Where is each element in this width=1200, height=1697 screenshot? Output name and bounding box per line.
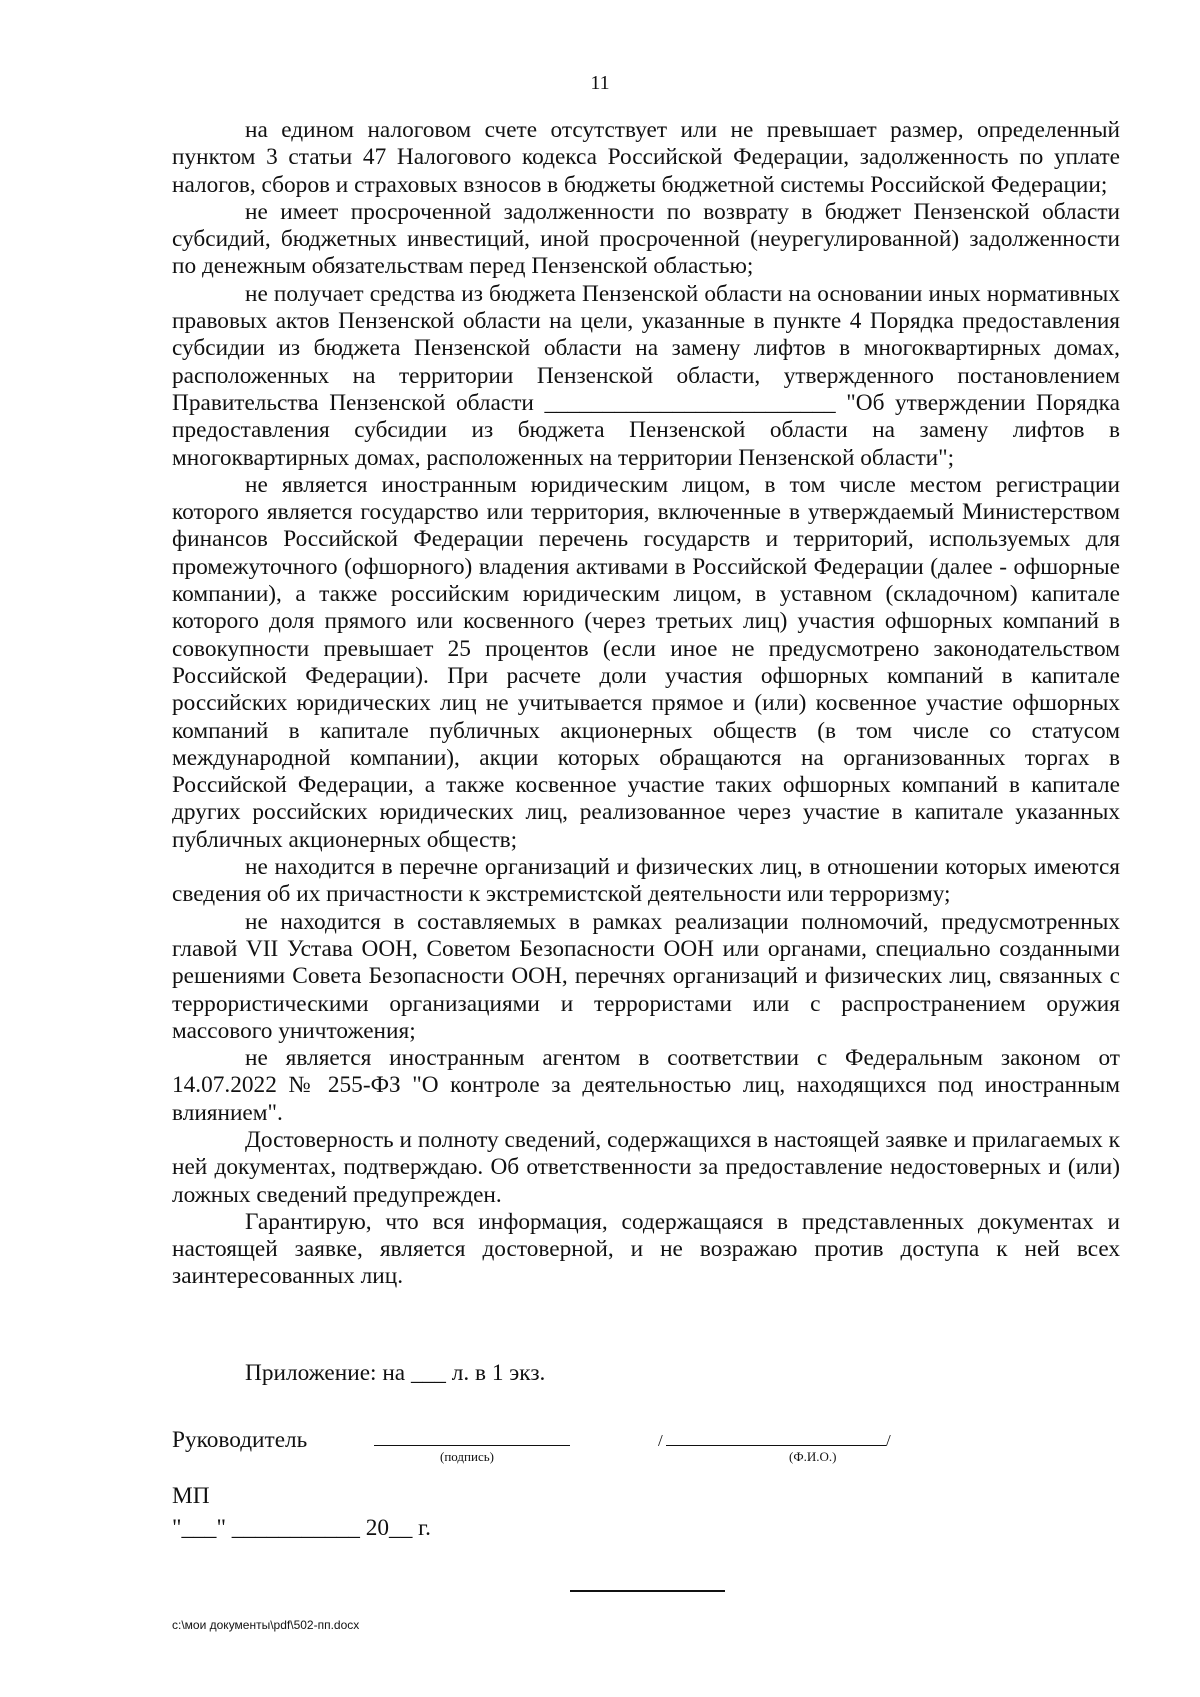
paragraph-guarantee: Гарантирую, что вся информация, содержащаяся в представленных документах и настоящей заявке, является достоверной, и не возражаю против доступа к ней всех заинтересованных лиц.: [172, 1208, 1120, 1290]
paragraph-un-lists: не находится в составляемых в рамках реализации полномочий, предусмотренных главой VII Устава ООН, Советом Безопасности ООН или органами, специально созданными решениями Совета Безопасности ООН, перечнях организаций и физических лиц, связанных с террористическими организациями и террористами или с распространением оружия массового уничтожения;: [172, 908, 1120, 1044]
signature-line: [374, 1445, 570, 1446]
paragraph-tax-debt: на едином налоговом счете отсутствует или не превышает размер, определенный пунктом 3 статьи 47 Налогового кодекса Российской Федерации, задолженность по уплате налогов, сборов и страховых взносов в бюджеты бюджетной системы Российской Федерации;: [172, 117, 1120, 198]
end-divider: [570, 1590, 725, 1592]
annex-line: Приложение: на ___ л. в 1 экз.: [245, 1360, 546, 1386]
paragraph-accuracy: Достоверность и полноту сведений, содержащихся в настоящей заявке и прилагаемых к ней документах, подтверждаю. Об ответственности за предоставление недостоверных и (или) ложных сведений предупрежден.: [172, 1126, 1120, 1208]
page-number: 11: [590, 72, 610, 94]
file-path: c:\мои документы\pdf\502-пп.docx: [172, 1618, 360, 1632]
name-line-close-slash: /: [886, 1431, 891, 1450]
signature-caption: (подпись): [440, 1449, 494, 1464]
stamp-label: МП: [172, 1483, 210, 1509]
paragraph-offshore: не является иностранным юридическим лицом, в том числе местом регистрации которого является государство или территория, включенные в утверждаемый Министерством финансов Российской Федерации перечень государств и территорий, используемых для промежуточного (офшорного) владения активами в Российской Федерации (далее - офшорные компании), а также российским юридическим лицом, в уставном (складочном) капитале которого доля прямого или косвенного (через третьих лиц) участия офшорных компаний в совокупности превышает 25 процентов (если иное не предусмотрено законодательством Российской Федерации). При расчете доли участия офшорных компаний в капитале российских юридических лиц не учитывается прямое и (или) косвенное участие офшорных компаний в капитале публичных акционерных обществ (в том числе со статусом международной компании), акции которых обращаются на организованных торгах в Российской Федерации, а также косвенное участие таких офшорных компаний в капитале других российских юридических лиц, реализованное через участие в капитале указанных публичных акционерных обществ;: [172, 471, 1120, 853]
role-label: Руководитель: [172, 1427, 308, 1453]
signature-block: [172, 1427, 1120, 1477]
paragraph-overdue-debt: не имеет просроченной задолженности по возврату в бюджет Пензенской области субсидий, бюджетных инвестиций, иной просроченной (неурегулированной) задолженности по денежным обязательствам перед Пензенской областью;: [172, 198, 1120, 280]
name-line-open-slash: /: [658, 1431, 663, 1450]
paragraph-extremism-list: не находится в перечне организаций и физических лиц, в отношении которых имеются сведения об их причастности к экстремистской деятельности или терроризму;: [172, 854, 1120, 908]
name-line: [666, 1445, 886, 1446]
date-line: "___" ___________ 20__ г.: [172, 1515, 431, 1541]
document-body: [172, 117, 1120, 1291]
name-caption: (Ф.И.О.): [789, 1449, 837, 1464]
paragraph-foreign-agent: не является иностранным агентом в соответствии с Федеральным законом от 14.07.2022 № 255-ФЗ "О контроле за деятельностью лиц, находящихся под иностранным влиянием".: [172, 1045, 1120, 1126]
paragraph-other-funds: не получает средства из бюджета Пензенской области на основании иных нормативных правовых актов Пензенской области на цели, указанные в пункте 4 Порядка предоставления субсидии из бюджета Пензенской области на замену лифтов в многоквартирных домах, расположенных на территории Пензенской области, утвержденного постановлением Правительства Пензенской области _________________________ "Об утверждении Порядка предоставления субсидии из бюджета Пензенской области на замену лифтов в многоквартирных домах, расположенных на территории Пензенской области";: [172, 280, 1120, 471]
